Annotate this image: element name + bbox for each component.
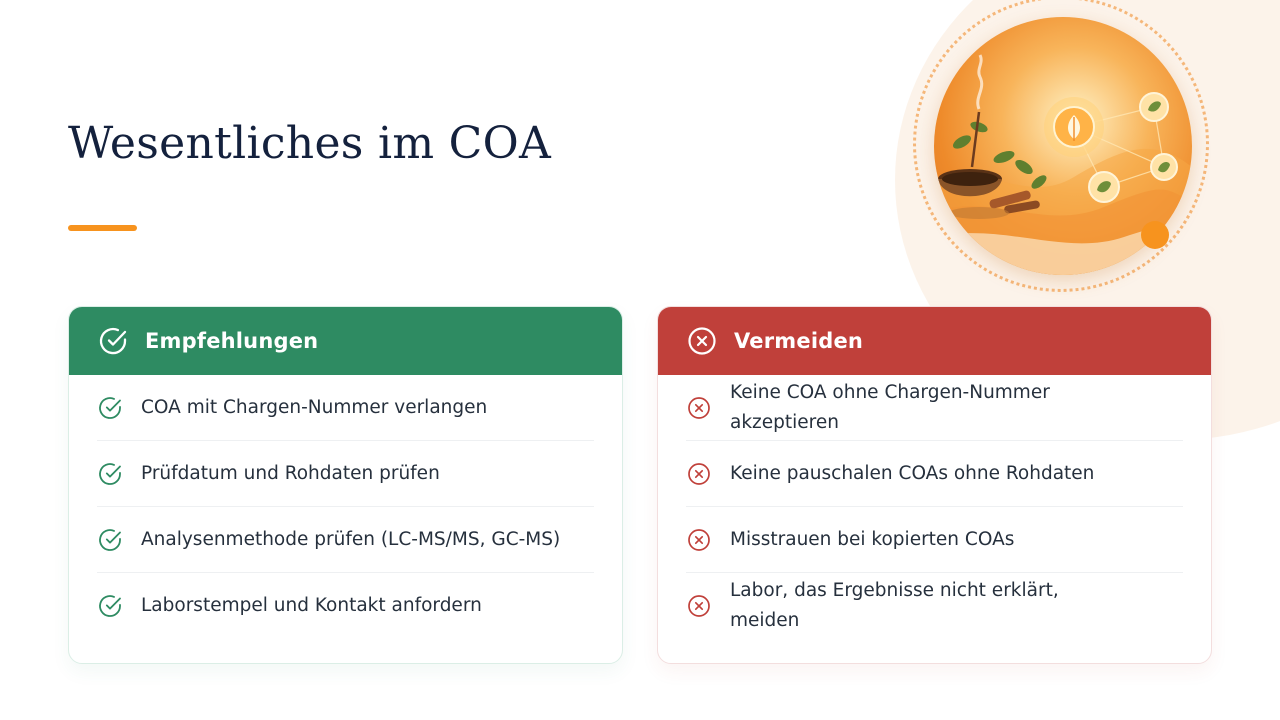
check-circle-icon: [97, 461, 123, 487]
list-item: [97, 507, 594, 573]
list-item: [97, 441, 594, 507]
item-text: Misstrauen bei kopierten COAs: [730, 528, 1015, 550]
x-circle-icon: [686, 325, 718, 357]
x-circle-icon: [686, 461, 712, 487]
avoid-header: [658, 307, 1211, 375]
list-item: [97, 375, 594, 441]
accent-dot: [1141, 221, 1169, 249]
item-text: Laborstempel und Kontakt anfordern: [141, 594, 482, 616]
x-circle-icon: [686, 395, 712, 421]
item-text: Labor, das Ergebnisse nicht erklärt, meiden: [730, 579, 1059, 631]
list-item: [686, 441, 1183, 507]
item-text: COA mit Chargen-Nummer verlangen: [141, 396, 488, 418]
avoid-title: Vermeiden: [734, 329, 864, 353]
check-circle-icon: [97, 527, 123, 553]
title-accent-bar: [68, 225, 137, 231]
recommendations-list: [69, 375, 622, 638]
check-circle-icon: [97, 395, 123, 421]
list-item: [686, 375, 1183, 441]
check-circle-icon: [97, 593, 123, 619]
recommendations-header: [69, 307, 622, 375]
page-title: Wesentliches im COA: [68, 118, 552, 169]
recommendations-title: Empfehlungen: [145, 329, 319, 353]
item-text: Prüfdatum und Rohdaten prüfen: [141, 462, 440, 484]
check-circle-icon: [97, 325, 129, 357]
avoid-card: [657, 306, 1212, 664]
list-item: [686, 507, 1183, 573]
avoid-list: [658, 375, 1211, 638]
list-item: [686, 573, 1183, 638]
list-item: [97, 573, 594, 638]
x-circle-icon: [686, 593, 712, 619]
recommendations-card: [68, 306, 623, 664]
x-circle-icon: [686, 527, 712, 553]
hero-illustration: [913, 0, 1213, 296]
item-text: Keine pauschalen COAs ohne Rohdaten: [730, 462, 1095, 484]
item-text: Analysenmethode prüfen (LC-MS/MS, GC-MS): [141, 528, 561, 550]
item-text: Keine COA ohne Chargen-Nummer akzeptieren: [730, 381, 1050, 433]
